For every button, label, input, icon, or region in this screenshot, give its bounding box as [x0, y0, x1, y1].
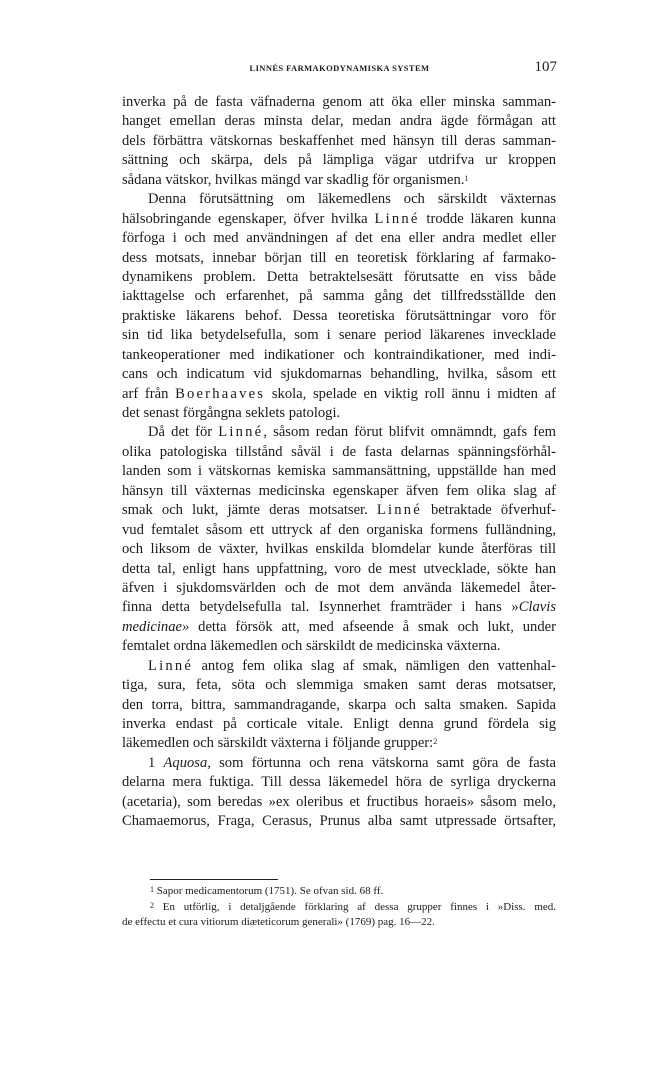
footnote-ref: 1 — [464, 173, 469, 183]
text-line: dess motsats, innebar början till en teoretisk förklaring af farmako- — [122, 249, 556, 266]
text-line: delarna mera fuktiga. Till dessa läkemedel höra de syrliga dryckerna — [122, 774, 556, 791]
text-line: Linné antog fem olika slag af smak, nämligen den vattenhal- — [148, 657, 556, 674]
spaced-name: Linné — [218, 424, 264, 441]
footnote-line: $^2$ En utförlig, i detaljgående förklaring af dessa grupper finnes i »Diss. med. — [150, 900, 557, 913]
text-line: den torra, bittra, sammandragande, skarpa och salta smaken. Sapida — [122, 696, 556, 713]
text-line: sättning och skärpa, dels på lämpliga vägar utdrifva ur kroppen — [122, 152, 556, 169]
text-line: 1 Aquosa, som förtunna och rena vätskorna samt göra de fasta — [148, 754, 556, 771]
text-line: hänsyn till växternas medicinska egenskaper äfven fem olika slag af — [122, 482, 556, 499]
body-text — [122, 93, 556, 832]
text-line: äfven i sjukdomsvärlden och de mot dem använda läkemedel åter- — [122, 579, 556, 596]
text-line: sådana vätskor, hvilkas mängd var skadlig för organismen.$^1$ — [122, 171, 469, 188]
text-line: förfoga i och med användningen af det ena eller andra medlet eller — [122, 230, 556, 247]
text-line: femtalet ordna läkemedlen och särskildt de medicinska växterna. — [122, 638, 501, 655]
text-line: Då det för Linné, såsom redan förut blifvit omnämndt, gafs fem — [148, 424, 556, 441]
italic-term: Aquosa, — [163, 754, 211, 771]
page-number: 107 — [534, 59, 557, 75]
text-line: läkemedlen och särskildt växterna i följande grupper:$^2$ — [122, 735, 438, 752]
text-line: tankeoperationer med indikationer och kontraindikationer, med indi- — [122, 346, 556, 363]
text-line: tiga, sura, feta, söta och slemmiga smaken samt deras motsatser, — [122, 677, 556, 694]
spaced-name: Boerhaaves — [175, 385, 266, 402]
text-line: hälsobringande egenskaper, öfver hvilka Linné trodde läkaren kunna — [122, 210, 556, 227]
text-line: praktiske läkarens behof. Dessa teoretiska förutsättningar voro för — [122, 307, 556, 324]
text-line: dels förbättra vätskornas beskaffenhet med hänsyn till deras samman- — [122, 132, 556, 149]
footnote-line: de effectu et cura vitiorum diæteticorum generali» (1769) pag. 16—22. — [122, 916, 435, 928]
text-line: inverka på de fasta väfnaderna genom att öka eller minska samman- — [122, 94, 556, 110]
footnote-line: $^1$ Sapor medicamentorum (1751). Se ofvan sid. 68 ff. — [150, 885, 384, 897]
text-line: cans och indicatum vid sjukdomarnas behandling, hvilka, såsom ett — [122, 366, 556, 383]
text-line: dynamikens problem. Detta betraktelsesätt förutsatte en viss både — [122, 268, 556, 285]
spaced-name: Linné — [374, 210, 420, 227]
footnote-ref: 2 — [433, 737, 438, 747]
running-title: LINNÉS FARMAKODYNAMISKA SYSTEM — [249, 63, 430, 73]
footnotes — [122, 884, 556, 931]
page-header — [122, 59, 557, 83]
italic-term: Clavis — [518, 599, 556, 616]
footnote-mark: 1 — [150, 885, 154, 894]
text-line: vud femtalet såsom ett uttryck af den organiska formens fulländning, — [122, 521, 556, 538]
text-line: sin tid lika betydelsefulla, som i senare period läkarenes invecklade — [122, 327, 556, 344]
text-line: smak och lukt, jämte deras motsatser. Linné betraktade öfverhuf- — [122, 502, 556, 519]
text-line: och liksom de växter, hvilkas enskilda blomdelar kunde återföras till — [122, 541, 556, 558]
text-line: arf från Boerhaaves skola, spelade en viktig roll ännu i midten af — [122, 385, 556, 402]
italic-term: medicinae» — [122, 618, 190, 635]
text-line: olika patologiska tillstånd såväl i de fasta delarnas spänningsförhål- — [122, 443, 556, 460]
text-line: det senast förgångna seklets patologi. — [122, 405, 341, 421]
text-line: Chamaemorus, Fraga, Cerasus, Prunus alba samt utpressade örtsafter, — [122, 813, 556, 830]
text-line: inverka endast på corticale vitale. Enligt denna grund fördela sig — [122, 716, 556, 732]
footnote-rule — [150, 879, 278, 880]
text-line: medicinae» detta försök att, med afseende å smak och lukt, under — [122, 618, 556, 635]
text-line: hanget emellan deras minsta delar, medan andra ägde förmågan att — [122, 113, 556, 130]
text-line: (acetaria), som beredas »ex oleribus et fructibus horaeis» såsom melo, — [122, 793, 556, 810]
spaced-name: Linné — [148, 657, 194, 674]
text-line: detta tal, enligt hans uppfattning, voro de mest utvecklade, sökte han — [122, 560, 556, 577]
text-line: Denna förutsättning om läkemedlens och särskildt växternas — [148, 191, 556, 208]
text-line: iakttagelse och erfarenhet, på samma gång det tillfredsställde den — [122, 288, 556, 305]
text-line: landen som i vätskornas kemiska sammansättning, uppställde han med — [122, 463, 556, 480]
spaced-name: Linné — [376, 502, 422, 519]
footnote-mark: 2 — [150, 900, 154, 910]
text-line: finna detta betydelsefulla tal. Isynnerhet framträder i hans »Clavis — [122, 599, 556, 616]
